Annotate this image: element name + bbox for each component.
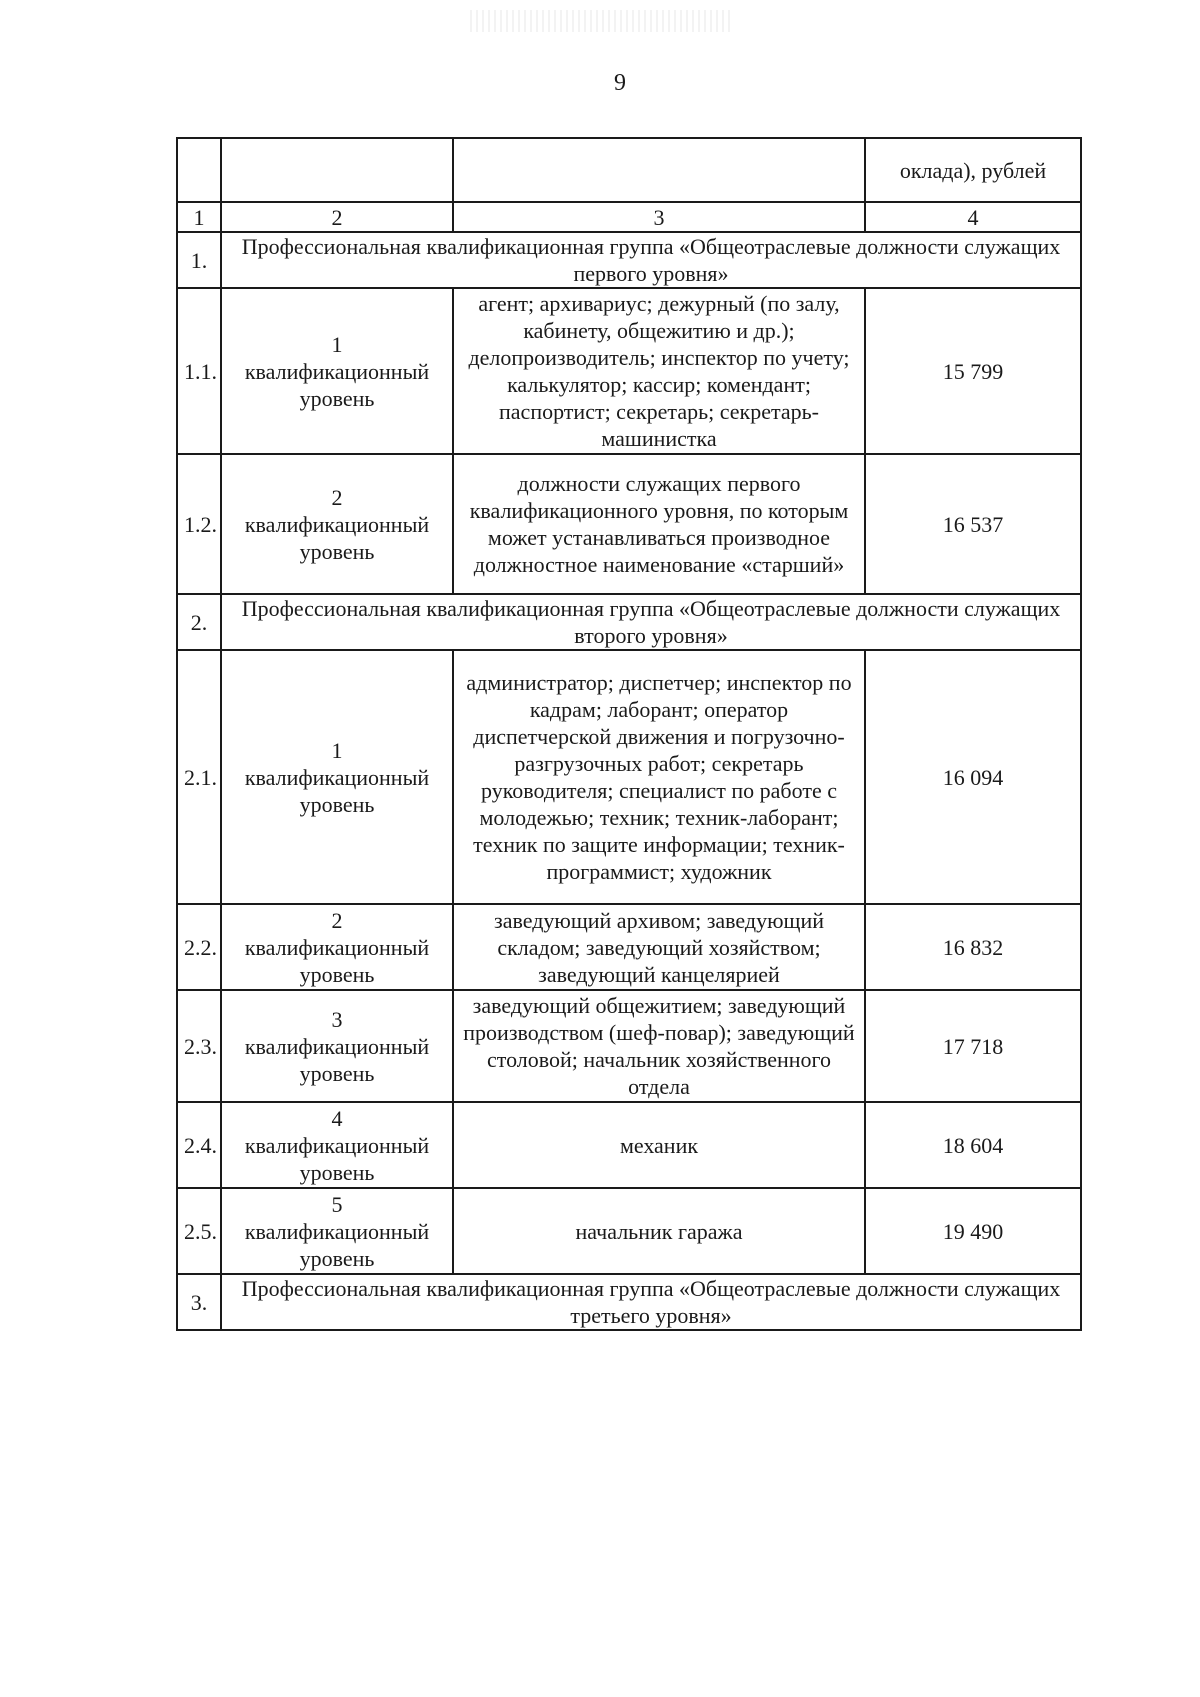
page-number: 9 [614,70,626,96]
level-word: квалификационный [244,1033,430,1059]
row-number: 2.1. [177,650,221,904]
salary: 16 832 [865,904,1081,990]
table-row [177,454,1081,594]
column-number: 4 [865,202,1081,232]
level-number: 1 [331,331,343,357]
group-row [177,594,1081,650]
salary: 19 490 [865,1188,1081,1274]
level-word: квалификационный [244,764,430,790]
group-number: 2. [177,594,221,650]
header-cell-empty [177,138,221,202]
row-number: 2.3. [177,990,221,1102]
table-row [177,990,1081,1102]
qualification-level [221,1188,453,1274]
level-number: 3 [331,1006,343,1032]
level-suffix: уровень [299,791,375,817]
qualification-level [221,288,453,454]
qualification-level [221,904,453,990]
table-row [177,1188,1081,1274]
salary: 15 799 [865,288,1081,454]
level-suffix: уровень [299,1060,375,1086]
group-number: 3. [177,1274,221,1330]
level-suffix: уровень [299,961,375,987]
level-suffix: уровень [299,1245,375,1271]
table-row [177,650,1081,904]
row-number: 2.4. [177,1102,221,1188]
qualification-level [221,990,453,1102]
positions: агент; архивариус; дежурный (по залу, кабинету, общежитию и др.); делопроизводитель; инспектор по учету; калькулятор; кассир; комендант; паспортист; секретарь; секретарь-машинистка [453,288,865,454]
row-number: 1.2. [177,454,221,594]
positions: заведующий общежитием; заведующий производством (шеф-повар); заведующий столовой; начальник хозяйственного отдела [453,990,865,1102]
salary: 17 718 [865,990,1081,1102]
row-number: 2.2. [177,904,221,990]
level-word: квалификационный [244,1132,430,1158]
table-row [177,1102,1081,1188]
group-title: Профессиональная квалификационная группа «Общеотраслевые должности служащих второго уровня» [221,594,1081,650]
level-word: квалификационный [244,1218,430,1244]
positions: механик [453,1102,865,1188]
salary: 16 094 [865,650,1081,904]
salary: 18 604 [865,1102,1081,1188]
level-word: квалификационный [244,358,430,384]
level-number: 5 [331,1191,343,1217]
level-number: 2 [331,907,343,933]
positions: заведующий архивом; заведующий складом; заведующий хозяйством; заведующий канцелярией [453,904,865,990]
row-number: 1.1. [177,288,221,454]
group-title: Профессиональная квалификационная группа «Общеотраслевые должности служащих третьего уровня» [221,1274,1081,1330]
group-number: 1. [177,232,221,288]
level-suffix: уровень [299,1159,375,1185]
table-header-continuation [177,138,1081,202]
level-suffix: уровень [299,385,375,411]
positions: администратор; диспетчер; инспектор по кадрам; лаборант; оператор диспетчерской движения и погрузочно-разгрузочных работ; секретарь руководителя; специалист по работе с молодежью; техник; техник-лаборант; техник по защите информации; техник-программист; художник [453,650,865,904]
column-number: 2 [221,202,453,232]
group-row [177,232,1081,288]
column-number: 1 [177,202,221,232]
level-number: 4 [331,1105,343,1131]
row-number: 2.5. [177,1188,221,1274]
header-unit: оклада), рублей [865,138,1081,202]
positions: должности служащих первого квалификационного уровня, по которым может устанавливаться производное должностное наименование «старший» [453,454,865,594]
table-row [177,288,1081,454]
salary: 16 537 [865,454,1081,594]
salary-table [176,137,1082,1331]
qualification-level [221,650,453,904]
column-numbers-row [177,202,1081,232]
level-number: 1 [331,737,343,763]
column-number: 3 [453,202,865,232]
qualification-level [221,454,453,594]
level-word: квалификационный [244,934,430,960]
qualification-level [221,1102,453,1188]
positions: начальник гаража [453,1188,865,1274]
header-cell-empty [453,138,865,202]
level-number: 2 [331,484,343,510]
group-title: Профессиональная квалификационная группа «Общеотраслевые должности служащих первого уровня» [221,232,1081,288]
scan-artifact [470,10,730,32]
level-word: квалификационный [244,511,430,537]
level-suffix: уровень [299,538,375,564]
group-row [177,1274,1081,1330]
header-cell-empty [221,138,453,202]
table-row [177,904,1081,990]
